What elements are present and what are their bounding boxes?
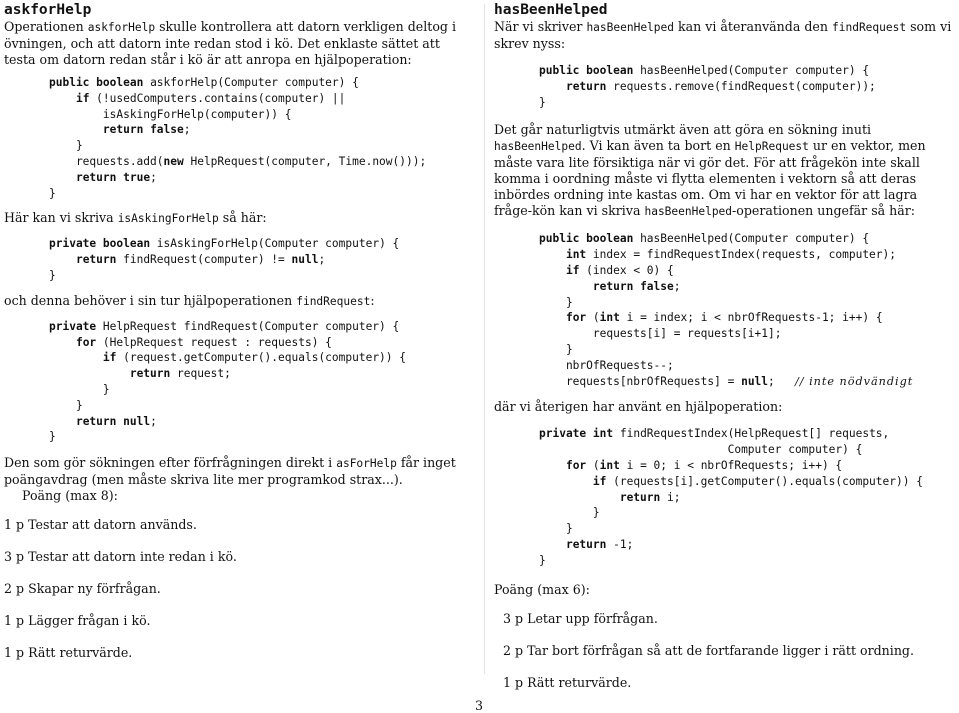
code-line: requests.add(new HelpRequest(computer, Time.now())); bbox=[49, 154, 427, 168]
paragraph-helper: där vi återigen har använt en hjälpoperation: bbox=[494, 399, 783, 415]
code-line: if (!usedComputers.contains(computer) || bbox=[75, 91, 346, 105]
inline-code: findRequest bbox=[296, 294, 371, 308]
code-line: Computer computer) { bbox=[539, 443, 863, 457]
code-block-hasbeenhelped-array bbox=[539, 231, 956, 389]
code-block-hasbeenhelped-simple bbox=[539, 63, 956, 110]
code-line: int index = findRequestIndex(requests, computer); bbox=[565, 248, 897, 262]
inline-code: isAskingForHelp bbox=[117, 212, 219, 226]
points-item: 1 p Testar att datorn används. bbox=[4, 517, 197, 533]
inline-code: findRequest bbox=[832, 21, 907, 34]
code-line: } bbox=[49, 139, 83, 153]
points-item: 1 p Rätt returvärde. bbox=[503, 674, 632, 690]
code-block-askforhelp bbox=[49, 75, 472, 201]
code-line: if (index < 0) { bbox=[565, 263, 674, 277]
paragraph-isaskingforhelp: Här kan vi skriva isAskingForHelp så här: bbox=[4, 210, 267, 226]
code-line: private int findRequestIndex(HelpRequest[] requests, bbox=[539, 427, 890, 441]
code-block-findrequestindex bbox=[539, 426, 956, 568]
points-heading: Poäng (max 8): bbox=[22, 488, 118, 504]
code-line: isAskingForHelp(computer)) { bbox=[49, 107, 292, 121]
code-line: for (int i = index; i < nbrOfRequests-1; i++) { bbox=[565, 311, 883, 325]
inline-code: hasBeenHelped bbox=[494, 140, 582, 154]
code-line: return true; bbox=[75, 170, 157, 184]
code-block-isaskingforhelp bbox=[49, 236, 472, 283]
code-line: } bbox=[49, 382, 110, 396]
code-line: return request; bbox=[129, 367, 231, 381]
paragraph-search-note: Den som gör sökningen efter förfrågningen direkt i asForHelp får inget poängavdrag (men måste skriva lite mer programkod strax...). bbox=[4, 455, 456, 488]
code-line: requests[i] = requests[i+1]; bbox=[539, 327, 782, 341]
intro-paragraph: När vi skriver hasBeenHelped kan vi återanvända den findRequest som vi skrev nyss: bbox=[494, 19, 952, 51]
points-item: 1 p Rätt returvärde. bbox=[4, 645, 133, 661]
code-line: for (HelpRequest request : requests) { bbox=[75, 335, 332, 349]
section-heading-askforhelp: askforHelp bbox=[4, 2, 92, 18]
code-line: } bbox=[539, 522, 573, 536]
code-line: public boolean hasBeenHelped(Computer computer) { bbox=[539, 232, 870, 246]
points-item: 3 p Testar att datorn inte redan i kö. bbox=[4, 549, 237, 565]
code-line: } bbox=[539, 553, 546, 567]
paragraph-array-variant: Det går naturligtvis utmärkt även att göra en sökning inuti hasBeenHelped. Vi kan även ta bort en HelpRequest ur en vektor, men måste vara lite försiktiga när vi gör det. För att frågekön inte skall komma i oordning måste vi flytta elementen i vektorn så att deras inbördes ordning inte kastas om. Om vi har en vektor för att lagra fråge-kön kan vi skriva hasBeenHelped-operationen ungefär så här: bbox=[494, 122, 926, 219]
points-item: 1 p Lägger frågan i kö. bbox=[4, 613, 151, 629]
code-line: return -1; bbox=[565, 537, 634, 551]
code-line: } bbox=[539, 342, 573, 356]
column-divider bbox=[484, 4, 485, 674]
code-line: public boolean hasBeenHelped(Computer computer) { bbox=[539, 64, 870, 77]
page-number: 3 bbox=[475, 698, 484, 713]
paragraph-findrequest: och denna behöver i sin tur hjälpoperationen findRequest: bbox=[4, 292, 375, 308]
code-line: public boolean askforHelp(Computer computer) { bbox=[49, 76, 359, 89]
code-line: return false; bbox=[102, 123, 191, 137]
code-line: private HelpRequest findRequest(Computer computer) { bbox=[49, 319, 400, 333]
code-line: } bbox=[539, 506, 600, 520]
code-line: return null; bbox=[75, 414, 157, 428]
inline-code: asForHelp bbox=[336, 457, 397, 471]
right-column bbox=[494, 0, 956, 691]
inline-code: askforHelp bbox=[87, 21, 156, 34]
code-line: for (int i = 0; i < nbrOfRequests; i++) { bbox=[565, 458, 843, 472]
points-item: 2 p Skapar ny förfrågan. bbox=[4, 581, 161, 597]
intro-paragraph: Operationen askforHelp skulle kontrollera att datorn verkligen deltog i övningen, och att datorn inte redan stod i kö. Det enklaste sättet att testa om datorn redan står i kö är att anropa en hjälpoperation: bbox=[4, 19, 456, 67]
inline-code: HelpRequest bbox=[734, 140, 809, 154]
code-line: if (requests[i].getComputer().equals(computer)) { bbox=[592, 474, 923, 488]
code-line: return false; bbox=[592, 279, 681, 293]
code-line: } bbox=[49, 398, 83, 412]
points-item: 3 p Letar upp förfrågan. bbox=[503, 610, 658, 626]
code-line: requests[nbrOfRequests] = null; bbox=[539, 374, 795, 388]
left-column bbox=[4, 0, 472, 661]
code-line: } bbox=[49, 186, 56, 200]
inline-code: hasBeenHelped bbox=[586, 21, 674, 34]
code-line: return requests.remove(findRequest(computer)); bbox=[565, 79, 876, 93]
code-line: return i; bbox=[619, 490, 681, 504]
code-line: nbrOfRequests--; bbox=[539, 358, 674, 372]
code-line: } bbox=[539, 95, 546, 109]
code-comment: // inte nödvändigt bbox=[794, 374, 914, 388]
points-heading: Poäng (max 6): bbox=[494, 581, 590, 597]
code-line: } bbox=[49, 430, 56, 444]
inline-code: hasBeenHelped bbox=[644, 205, 733, 219]
code-line: return findRequest(computer) != null; bbox=[75, 253, 326, 267]
code-block-findrequest bbox=[49, 319, 472, 445]
points-item: 2 p Tar bort förfrågan så att de fortfarande ligger i rätt ordning. bbox=[503, 642, 914, 658]
section-heading-hasbeenhelped: hasBeenHelped bbox=[494, 2, 608, 18]
code-line: } bbox=[539, 295, 573, 309]
code-line: private boolean isAskingForHelp(Computer computer) { bbox=[49, 237, 400, 251]
code-line: if (request.getComputer().equals(computer)) { bbox=[102, 351, 406, 365]
code-line: } bbox=[49, 268, 56, 282]
